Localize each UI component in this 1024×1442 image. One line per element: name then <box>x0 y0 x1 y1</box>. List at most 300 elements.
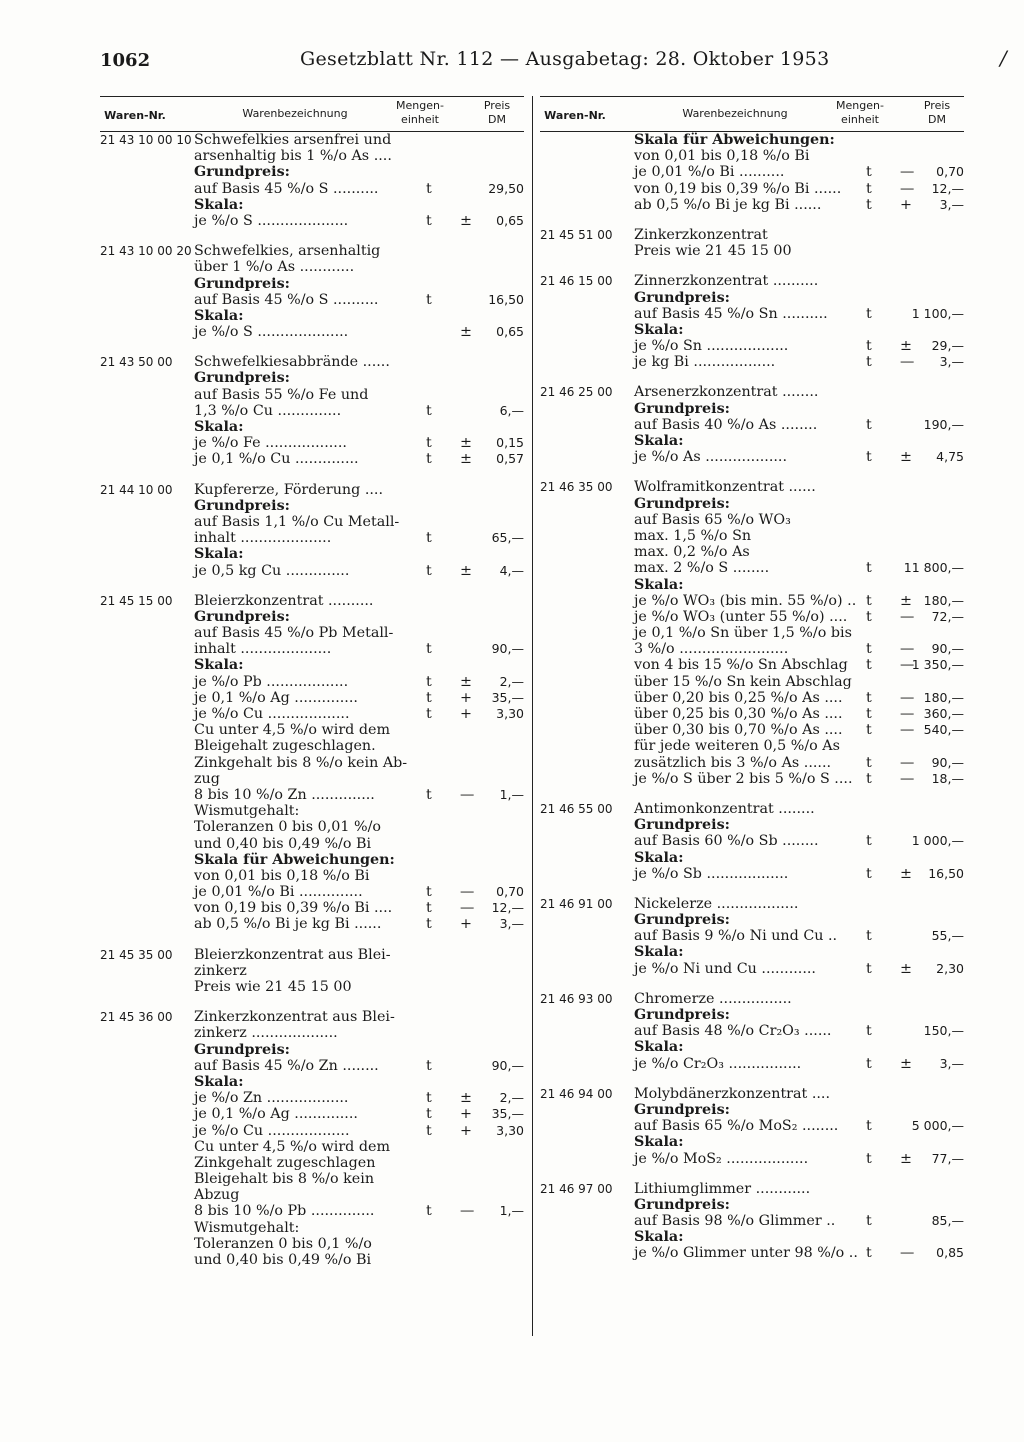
item-line <box>100 197 524 213</box>
item-line <box>540 1056 964 1072</box>
item-text: auf Basis 45 %/o Zn ........ <box>194 1057 379 1074</box>
price-value: 5 000,— <box>911 1118 964 1134</box>
item-line <box>540 593 964 609</box>
section-heading: Grundpreis: <box>634 1101 730 1118</box>
item-text: Wismutgehalt: <box>194 1219 300 1236</box>
item-text: Zinkgehalt bis 8 %/o kein Ab- <box>194 754 408 771</box>
section-heading: Skala: <box>634 944 684 961</box>
item-text: je %/o WO₃ (unter 55 %/o) .... <box>634 608 848 625</box>
item-spacer <box>540 465 964 479</box>
item-text: Cu unter 4,5 %/o wird dem <box>194 1138 391 1155</box>
waren-nr: 21 46 35 00 <box>540 480 613 495</box>
price-value: 1,— <box>499 786 524 802</box>
item-text: auf Basis 65 %/o WO₃ <box>634 511 791 528</box>
item-text: je %/o Zn .................. <box>194 1090 349 1107</box>
item-spacer <box>100 1268 524 1282</box>
section-heading: Grundpreis: <box>194 608 290 625</box>
section-heading: Skala: <box>634 1134 684 1151</box>
item-line <box>540 417 964 433</box>
item-line <box>100 1171 524 1187</box>
waren-nr: 21 46 55 00 <box>540 801 613 816</box>
item-text: je 0,01 %/o Bi .......... <box>634 164 785 181</box>
item-text: auf Basis 45 %/o S .......... <box>194 291 379 308</box>
item-spacer <box>100 579 524 593</box>
item-line <box>540 449 964 465</box>
item-text: je %/o Sn .................. <box>634 338 789 355</box>
item-text: je %/o Sb .................. <box>634 865 789 882</box>
item-line <box>540 148 964 164</box>
section-heading: Grundpreis: <box>194 370 290 387</box>
item-line <box>100 1236 524 1252</box>
unit: t <box>426 451 432 468</box>
price-sign: — <box>900 770 915 787</box>
section-heading: Grundpreis: <box>634 289 730 306</box>
unit: t <box>866 722 872 739</box>
tariff-item <box>540 896 964 977</box>
item-text: Zinkgehalt zugeschlagen <box>194 1154 376 1171</box>
price-value: 2,— <box>499 1090 524 1106</box>
item-text: je 0,1 %/o Cu .............. <box>194 451 359 468</box>
item-line <box>540 755 964 771</box>
price-value: 4,— <box>499 562 524 578</box>
item-line <box>540 290 964 306</box>
price-value: 190,— <box>923 416 964 432</box>
item-text: je 0,5 kg Cu .............. <box>194 562 350 579</box>
item-line <box>540 674 964 690</box>
item-line <box>100 657 524 673</box>
page-number: 1062 <box>100 50 151 71</box>
waren-nr: 21 45 35 00 <box>100 947 173 962</box>
price-value: 0,70 <box>496 884 524 900</box>
item-text: Lithiumglimmer ............ <box>634 1180 811 1197</box>
item-line <box>540 657 964 673</box>
waren-nr: 21 46 94 00 <box>540 1086 613 1101</box>
item-text: Toleranzen 0 bis 0,01 %/o <box>194 819 382 836</box>
price-sign: — <box>900 180 915 197</box>
item-text: max. 0,2 %/o As <box>634 544 750 561</box>
unit: t <box>866 1245 872 1262</box>
unit: t <box>426 562 432 579</box>
item-line <box>540 1007 964 1023</box>
item-line <box>540 706 964 722</box>
item-spacer <box>540 882 964 896</box>
item-spacer <box>100 468 524 482</box>
item-text: Nickelerze .................. <box>634 895 799 912</box>
tariff-item <box>540 132 964 213</box>
item-line <box>100 181 524 197</box>
tariff-item <box>100 947 524 996</box>
price-value: 6,— <box>499 402 524 418</box>
unit: t <box>426 530 432 547</box>
tariff-item <box>540 991 964 1072</box>
item-line <box>100 625 524 641</box>
tariff-item <box>100 132 524 229</box>
section-heading: Skala: <box>634 849 684 866</box>
price-sign: — <box>900 641 915 658</box>
item-line <box>100 722 524 738</box>
item-text: auf Basis 60 %/o Sb ........ <box>634 833 819 850</box>
unit: t <box>866 164 872 181</box>
price-value: 77,— <box>931 1150 964 1166</box>
item-text: von 4 bis 15 %/o Sn Abschlag <box>634 657 848 674</box>
tariff-item <box>100 243 524 340</box>
section-heading: Skala: <box>634 433 684 449</box>
section-heading: Skala: <box>194 1073 244 1090</box>
item-spacer <box>100 933 524 947</box>
item-line <box>540 641 964 657</box>
item-text: und 0,40 bis 0,49 %/o Bi <box>194 835 372 852</box>
item-text: Molybdänerzkonzentrat .... <box>634 1085 831 1102</box>
item-text: über 15 %/o Sn kein Abschlag <box>634 673 852 690</box>
item-text: max. 2 %/o S ........ <box>634 560 770 577</box>
item-text: Bleigehalt bis 8 %/o kein <box>194 1171 375 1188</box>
item-line <box>540 227 964 243</box>
price-sign: — <box>900 608 915 625</box>
item-line <box>100 370 524 386</box>
item-line <box>100 1203 524 1219</box>
left-column <box>100 96 524 1282</box>
item-line <box>540 338 964 354</box>
item-spacer <box>540 977 964 991</box>
section-heading: Skala für Abweichungen: <box>194 851 395 868</box>
price-sign: ± <box>460 435 472 452</box>
unit: t <box>426 402 432 419</box>
waren-nr: 21 46 93 00 <box>540 991 613 1006</box>
item-text: Preis wie 21 45 15 00 <box>194 979 352 995</box>
item-line <box>100 498 524 514</box>
price-sign: — <box>900 657 915 674</box>
unit: t <box>426 1106 432 1123</box>
price-sign: — <box>460 900 475 917</box>
unit: t <box>866 196 872 213</box>
item-text: Wismutgehalt: <box>194 803 300 820</box>
column-divider <box>532 96 533 1336</box>
item-text: Schwefelkiesabbrände ...... <box>194 354 390 371</box>
item-text: Preis wie 21 45 15 00 <box>634 243 792 260</box>
item-text: zug <box>194 770 220 787</box>
price-value: 0,70 <box>936 164 964 180</box>
item-line <box>540 896 964 912</box>
item-text: Wolframitkonzentrat ...... <box>634 479 816 496</box>
item-text: Zinkerzkonzentrat aus Blei- <box>194 1009 395 1026</box>
item-line <box>540 817 964 833</box>
item-line <box>540 944 964 960</box>
unit: t <box>866 706 872 722</box>
page-title: Gesetzblatt Nr. 112 — Ausgabetag: 28. Oktober 1953 <box>300 48 830 70</box>
tariff-item <box>100 354 524 467</box>
price-sign: + <box>460 1122 472 1139</box>
item-text: je %/o Cu .................. <box>194 706 350 722</box>
margin-mark: / <box>1000 46 1007 70</box>
price-sign: ± <box>900 338 912 355</box>
unit: t <box>866 754 872 771</box>
item-line <box>540 577 964 593</box>
unit: t <box>426 1057 432 1074</box>
item-line <box>100 674 524 690</box>
item-spacer <box>540 1167 964 1181</box>
item-line <box>100 1009 524 1025</box>
price-sign: — <box>900 164 915 181</box>
column-header <box>100 96 524 132</box>
item-text: auf Basis 48 %/o Cr₂O₃ ...... <box>634 1023 832 1040</box>
price-value: 90,— <box>931 641 964 657</box>
price-value: 3,— <box>939 354 964 370</box>
price-value: 4,75 <box>936 449 964 465</box>
section-heading: Skala: <box>194 546 244 563</box>
item-line <box>100 292 524 308</box>
item-text: je %/o MoS₂ .................. <box>634 1150 809 1167</box>
price-value: 12,— <box>931 180 964 196</box>
item-line <box>100 803 524 819</box>
item-text: 3 %/o ........................ <box>634 641 789 658</box>
item-line <box>540 625 964 641</box>
item-line <box>100 324 524 340</box>
item-text: auf Basis 45 %/o S .......... <box>194 180 379 197</box>
price-sign: + <box>460 706 472 722</box>
item-line <box>540 1245 964 1261</box>
waren-nr: 21 43 10 00 20 <box>100 244 192 259</box>
column-header <box>540 96 964 132</box>
item-text: je 0,01 %/o Bi .............. <box>194 884 363 901</box>
item-line <box>540 1181 964 1197</box>
item-text: zinkerz ................... <box>194 1025 338 1042</box>
unit: t <box>426 1122 432 1139</box>
unit: t <box>426 786 432 803</box>
item-line <box>540 544 964 560</box>
price-sign: ± <box>900 865 912 882</box>
price-value: 360,— <box>923 706 964 721</box>
tariff-item <box>100 1009 524 1268</box>
item-text: Abzug <box>194 1187 240 1204</box>
item-line <box>540 354 964 370</box>
item-text: zinkerz <box>194 962 247 979</box>
item-line <box>100 593 524 609</box>
price-value: 90,— <box>491 641 524 657</box>
price-value: 85,— <box>931 1213 964 1229</box>
item-line <box>100 164 524 180</box>
right-column <box>540 96 964 1276</box>
item-line <box>100 419 524 435</box>
item-spacer <box>100 229 524 243</box>
item-line <box>540 609 964 625</box>
item-line <box>100 706 524 722</box>
item-text: ab 0,5 %/o Bi je kg Bi ...... <box>194 916 382 933</box>
item-spacer <box>100 995 524 1009</box>
item-text: auf Basis 45 %/o Sn .......... <box>634 305 828 322</box>
item-text: je 0,1 %/o Ag .............. <box>194 1106 358 1123</box>
price-sign: — <box>900 722 915 739</box>
unit: t <box>426 900 432 917</box>
price-value: 65,— <box>491 530 524 546</box>
item-spacer <box>540 370 964 384</box>
item-text: über 0,30 bis 0,70 %/o As .... <box>634 722 843 739</box>
price-value: 16,50 <box>488 291 524 307</box>
unit: t <box>426 689 432 706</box>
unit: t <box>866 1023 872 1040</box>
item-text: je kg Bi .................. <box>634 354 776 371</box>
price-sign: ± <box>460 562 472 579</box>
waren-nr: 21 45 15 00 <box>100 593 173 608</box>
section-heading: Grundpreis: <box>634 1007 730 1023</box>
item-text: ab 0,5 %/o Bi je kg Bi ...... <box>634 196 822 213</box>
item-line <box>540 479 964 495</box>
price-value: 0,65 <box>496 324 524 340</box>
item-line <box>100 1090 524 1106</box>
item-text: je %/o Cu .................. <box>194 1122 350 1139</box>
item-text: von 0,19 bis 0,39 %/o Bi ...... <box>634 180 842 197</box>
item-text: je %/o As .................. <box>634 449 788 466</box>
item-line <box>540 1102 964 1118</box>
price-value: 18,— <box>931 770 964 786</box>
item-line <box>540 512 964 528</box>
item-line <box>100 276 524 292</box>
price-sign: ± <box>900 1150 912 1167</box>
header-warenbezeichnung: Warenbezeichnung <box>242 107 348 120</box>
section-heading: Grundpreis: <box>634 1196 730 1213</box>
item-line <box>540 1151 964 1167</box>
unit: t <box>866 833 872 850</box>
price-sign: — <box>900 754 915 771</box>
price-sign: ± <box>460 212 472 229</box>
price-sign: ± <box>460 1090 472 1107</box>
item-text: von 0,19 bis 0,39 %/o Bi .... <box>194 900 393 917</box>
right-column-body <box>540 132 964 1276</box>
item-line <box>540 1197 964 1213</box>
price-sign: + <box>900 196 912 213</box>
left-column-body <box>100 132 524 1282</box>
price-value: 90,— <box>491 1057 524 1073</box>
item-line <box>100 563 524 579</box>
tariff-item <box>540 801 964 882</box>
unit: t <box>866 416 872 433</box>
item-line <box>100 947 524 963</box>
waren-nr: 21 46 15 00 <box>540 274 613 289</box>
item-text: Zinkerzkonzentrat <box>634 226 768 243</box>
section-heading: Grundpreis: <box>194 164 290 181</box>
section-heading: Skala: <box>634 1229 684 1246</box>
item-line <box>540 181 964 197</box>
item-line <box>540 322 964 338</box>
unit: t <box>866 305 872 322</box>
unit: t <box>426 916 432 933</box>
waren-nr: 21 44 10 00 <box>100 482 173 497</box>
section-heading: Skala: <box>194 419 244 435</box>
price-value: 35,— <box>491 1106 524 1122</box>
item-line <box>100 1139 524 1155</box>
item-line <box>540 690 964 706</box>
item-text: auf Basis 45 %/o Pb Metall- <box>194 625 394 642</box>
unit: t <box>426 1090 432 1107</box>
item-text: auf Basis 98 %/o Glimmer .. <box>634 1213 836 1230</box>
item-line <box>100 1058 524 1074</box>
unit: t <box>866 960 872 977</box>
item-text: über 0,20 bis 0,25 %/o As .... <box>634 689 843 706</box>
item-line <box>100 1155 524 1171</box>
item-line <box>540 1023 964 1039</box>
item-line <box>100 900 524 916</box>
item-text: je %/o WO₃ (bis min. 55 %/o) .. <box>634 592 857 609</box>
unit: t <box>866 1118 872 1135</box>
item-text: je %/o Cr₂O₃ ................ <box>634 1055 802 1072</box>
item-text: zusätzlich bis 3 %/o As ...... <box>634 754 832 771</box>
item-text: Chromerze ................ <box>634 990 792 1007</box>
unit: t <box>866 865 872 882</box>
item-text: je %/o Ni und Cu ............ <box>634 960 816 977</box>
unit: t <box>426 1203 432 1220</box>
waren-nr: 21 46 91 00 <box>540 896 613 911</box>
item-text: Bleigehalt zugeschlagen. <box>194 738 376 755</box>
price-value: 1,— <box>499 1203 524 1219</box>
item-text: über 1 %/o As ............ <box>194 259 355 276</box>
item-line <box>100 1220 524 1236</box>
tariff-item <box>540 227 964 259</box>
section-heading: Grundpreis: <box>634 817 730 834</box>
unit: t <box>426 884 432 901</box>
unit: t <box>426 180 432 197</box>
price-value: 180,— <box>923 689 964 705</box>
item-line <box>540 560 964 576</box>
unit: t <box>426 641 432 658</box>
item-text: von 0,01 bis 0,18 %/o Bi <box>194 867 370 884</box>
waren-nr: 21 43 10 00 10 <box>100 133 192 147</box>
price-sign: + <box>460 916 472 933</box>
item-line <box>100 148 524 164</box>
item-text: Schwefelkies arsenfrei und <box>194 132 392 148</box>
price-sign: ± <box>900 449 912 466</box>
price-sign: ± <box>460 324 472 341</box>
section-heading: Skala: <box>194 657 244 674</box>
price-sign: — <box>460 1203 475 1220</box>
unit: t <box>866 180 872 197</box>
item-line <box>540 1086 964 1102</box>
price-value: 2,30 <box>936 960 964 976</box>
item-text: auf Basis 65 %/o MoS₂ ........ <box>634 1118 839 1135</box>
item-text: je %/o Fe .................. <box>194 435 347 452</box>
item-spacer <box>100 340 524 354</box>
item-line <box>540 1229 964 1245</box>
header-preis: Preis DM <box>923 99 951 126</box>
unit: t <box>866 928 872 945</box>
unit: t <box>426 673 432 690</box>
item-spacer <box>540 259 964 273</box>
item-text: Arsenerzkonzentrat ........ <box>634 384 819 401</box>
item-line <box>100 1025 524 1041</box>
section-heading: Skala: <box>194 307 244 324</box>
waren-nr: 21 46 97 00 <box>540 1181 613 1196</box>
item-line <box>540 528 964 544</box>
price-sign: ± <box>460 451 472 468</box>
item-line <box>100 308 524 324</box>
item-text: Zinnerzkonzentrat .......... <box>634 273 819 290</box>
item-text: arsenhaltig bis 1 %/o As .... <box>194 148 392 165</box>
item-line <box>540 132 964 148</box>
item-text: je 0,1 %/o Sn über 1,5 %/o bis <box>634 625 852 642</box>
item-line <box>100 836 524 852</box>
item-text: von 0,01 bis 0,18 %/o Bi <box>634 148 810 165</box>
item-line <box>100 132 524 148</box>
item-line <box>100 609 524 625</box>
section-heading: Skala: <box>634 1039 684 1056</box>
unit: t <box>866 592 872 609</box>
section-heading: Skala: <box>634 576 684 593</box>
price-value: 90,— <box>931 754 964 770</box>
item-line <box>540 1134 964 1150</box>
item-line <box>100 1187 524 1203</box>
price-value: 0,15 <box>496 435 524 451</box>
item-line <box>100 755 524 771</box>
price-sign: — <box>460 786 475 803</box>
header-waren-nr: Waren-Nr. <box>544 109 606 122</box>
